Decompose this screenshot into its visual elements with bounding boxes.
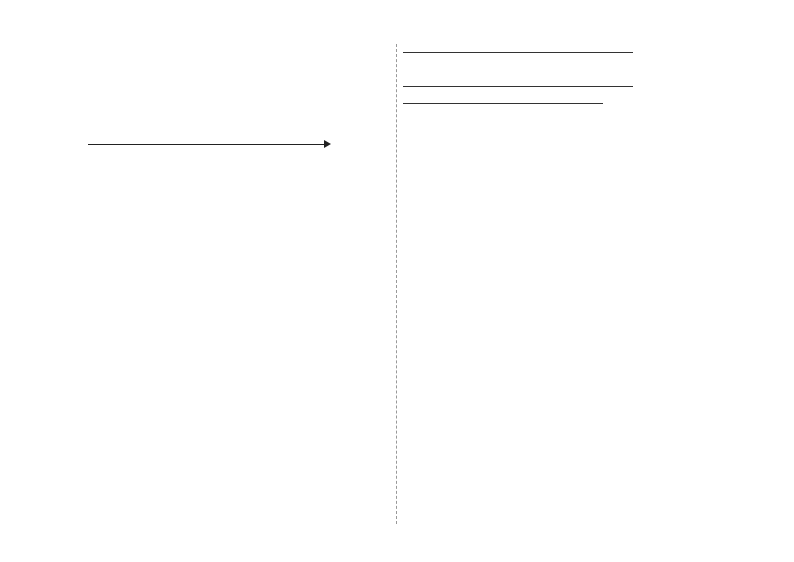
answer-blank-1[interactable] [403,46,633,53]
find-row-2 [403,80,733,91]
find-row-1 [403,46,733,57]
timeline-axis [88,144,328,145]
timeline-diagram [88,82,388,212]
timeline-arrow-icon [324,140,331,148]
answer-blank-3[interactable] [403,97,603,104]
column-separator [396,44,397,524]
answer-blank-2[interactable] [403,80,633,87]
q8-sub3-row [403,97,733,108]
